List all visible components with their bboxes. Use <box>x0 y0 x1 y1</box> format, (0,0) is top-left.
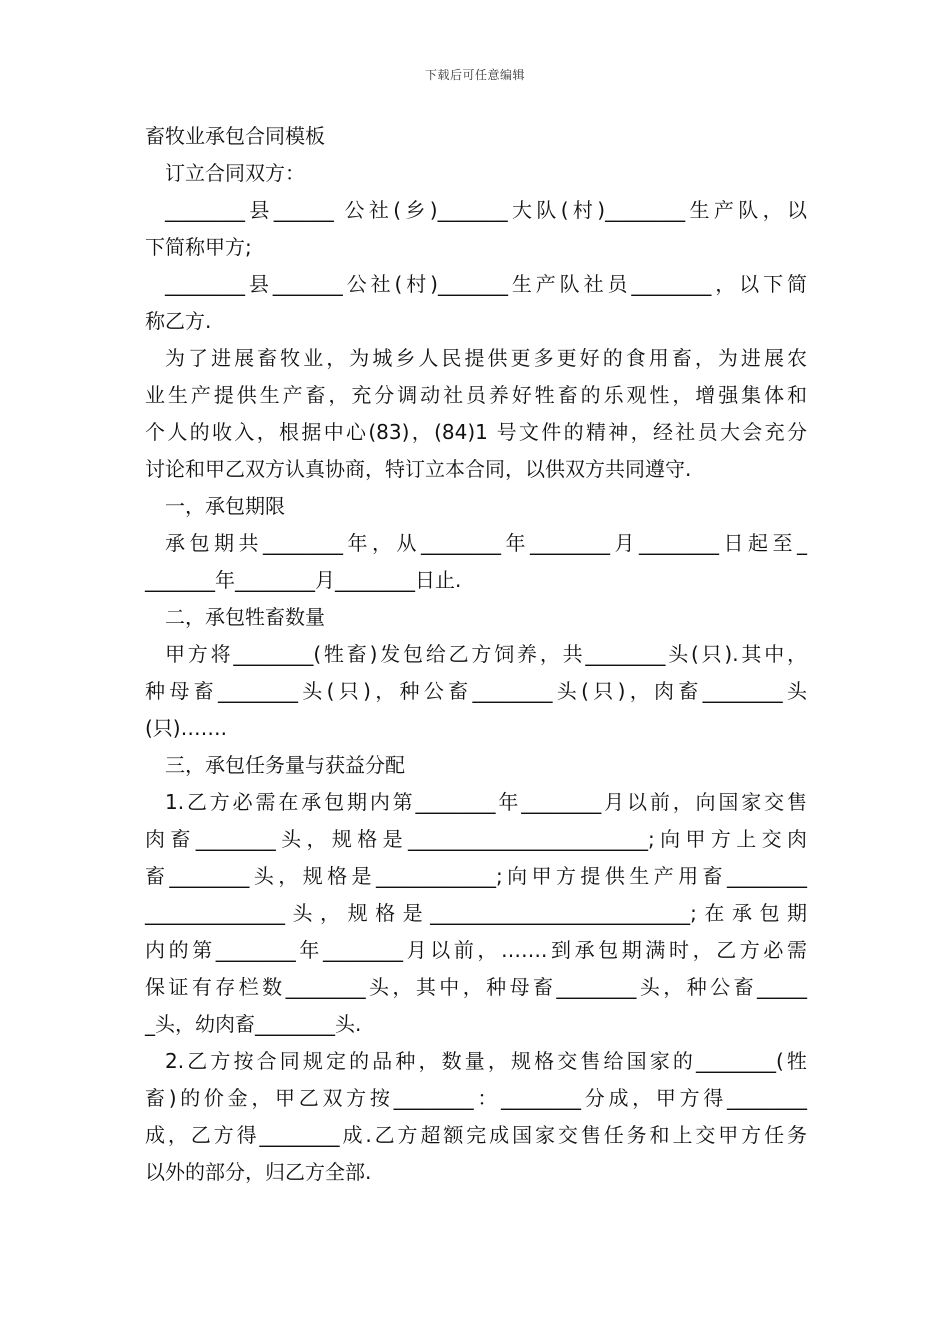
tasks-item1-line: 畜________头，规格是____________;向甲方提供生产用畜________ <box>145 864 807 888</box>
section-heading-term: 一，承包期限 <box>165 494 285 518</box>
preamble-line: 讨论和甲乙双方认真协商，特订立本合同，以供双方共同遵守. <box>145 457 692 481</box>
section-heading-tasks: 三，承包任务量与获益分配 <box>165 753 405 777</box>
preamble-paragraph <box>145 340 807 488</box>
section-livestock-paragraph <box>145 636 807 747</box>
term-line: _______年________月________日止. <box>145 568 462 592</box>
section-heading-livestock: 二，承包牲畜数量 <box>165 605 325 629</box>
livestock-line: 种母畜________头(只)，种公畜________头(只)，肉畜________头 <box>145 679 807 703</box>
document-title: 畜牧业承包合同模板 <box>145 124 325 148</box>
preamble-line: 个人的收入，根据中心(83)，(84)1 号文件的精神，经社员大会充分 <box>145 420 807 444</box>
document-body <box>145 118 807 1191</box>
section-tasks-item2 <box>145 1043 807 1191</box>
tasks-item1-line: 保证有存栏数________头，其中，种母畜________头，种公畜_____ <box>145 975 807 999</box>
party-b-line: ________县_______公社(村)_______生产队社员________，以下简 <box>165 272 807 296</box>
tasks-item2-line: 2.乙方按合同规定的品种，数量，规格交售给国家的________(牲 <box>165 1049 807 1073</box>
party-a-line: 下简称甲方; <box>145 235 252 259</box>
party-a-line: ________县______ 公社(乡)_______大队(村)________生产队，以 <box>165 198 807 222</box>
term-line: 承包期共________年，从________年________月________日起至_ <box>165 531 807 555</box>
preamble-line: 业生产提供生产畜，充分调动社员养好牲畜的乐观性，增强集体和 <box>145 383 807 407</box>
tasks-item1-line: 肉畜________头，规格是________________________;向甲方上交肉 <box>145 827 807 851</box>
section-term-paragraph <box>145 525 807 599</box>
parties-heading: 订立合同双方： <box>165 161 305 185</box>
page-header: 下载后可任意编辑 <box>424 68 525 82</box>
tasks-item2-line: 成，乙方得________成.乙方超额完成国家交售任务和上交甲方任务 <box>145 1123 807 1147</box>
tasks-item2-line: 以外的部分，归乙方全部. <box>145 1160 372 1184</box>
preamble-line: 为了进展畜牧业，为城乡人民提供更多更好的食用畜，为进展农 <box>165 346 807 370</box>
section-tasks-item1 <box>145 784 807 1043</box>
party-b-paragraph <box>145 266 807 340</box>
party-b-line: 称乙方. <box>145 309 212 333</box>
tasks-item1-line: 1.乙方必需在承包期内第________年________月以前，向国家交售 <box>165 790 807 814</box>
tasks-item2-line: 畜)的价金，甲乙双方按________：________分成，甲方得________ <box>145 1086 807 1110</box>
tasks-item1-line: ______________头，规格是__________________________;在承包期 <box>145 901 807 925</box>
livestock-line: (只)……. <box>145 716 227 740</box>
livestock-line: 甲方将________(牲畜)发包给乙方饲养，共________头(只).其中， <box>165 642 807 666</box>
tasks-item1-line: 内的第________年________月以前，…….到承包期满时，乙方必需 <box>145 938 807 962</box>
party-a-paragraph <box>145 192 807 266</box>
tasks-item1-line: _头，幼肉畜________头. <box>145 1012 362 1036</box>
